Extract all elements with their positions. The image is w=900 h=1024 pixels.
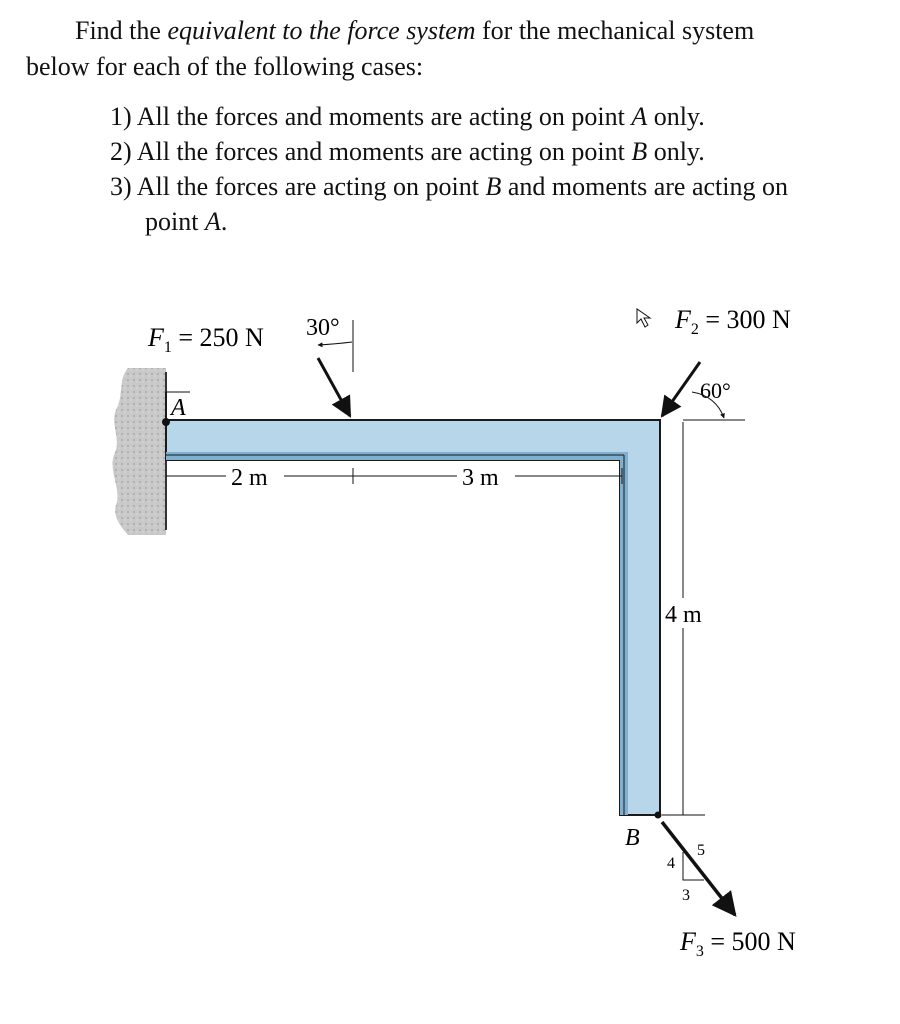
f1-arrow: [318, 358, 350, 416]
intro-text-end: for the mechanical system: [475, 16, 755, 45]
slope-hyp: 5: [697, 842, 705, 859]
dim-3m-label: 3 m: [462, 465, 499, 491]
point-b-label: B: [625, 825, 640, 851]
case-point: B: [485, 172, 502, 201]
intro-emphasis: equivalent to the force system: [167, 16, 476, 45]
f2-arrow: [662, 362, 700, 416]
point-b-marker: [655, 812, 662, 819]
intro-line-2: below for each of the following cases:: [26, 52, 424, 81]
f1-label: $F_1 = 250$ N: [148, 323, 264, 356]
f1-angle-arc: [318, 342, 352, 345]
intro-text: Find the: [75, 16, 168, 45]
dim-2m-label: 2 m: [231, 465, 268, 491]
slope-vert: 3: [682, 887, 690, 904]
case-text-end: and moments are acting on: [501, 172, 788, 201]
case-text: 1) All the forces and moments are acting on point: [110, 102, 632, 131]
case-point: A: [631, 102, 648, 131]
case-text-end: only.: [647, 137, 705, 166]
cursor-icon: [637, 309, 650, 327]
f2-angle-label: 60°: [700, 378, 731, 403]
point-a-label: A: [171, 395, 186, 421]
case-point: A: [204, 207, 221, 236]
member-shading: [166, 452, 628, 815]
case-text: 2) All the forces and moments are acting on point: [110, 137, 632, 166]
case-point: B: [631, 137, 648, 166]
case-text: 3) All the forces are acting on point: [110, 172, 486, 201]
dim-4m-label: 4 m: [665, 602, 702, 628]
slope-horiz: 4: [667, 855, 675, 872]
f2-label: $F_2 = 300$ N: [675, 305, 791, 338]
case-text-end: only.: [647, 102, 705, 131]
f3-label: $F_3 = 500$ N: [680, 927, 796, 960]
f1-angle-label: 30°: [306, 315, 340, 341]
case-text: point: [145, 207, 205, 236]
wall-support: [112, 368, 166, 535]
case-text-end: .: [220, 207, 228, 236]
